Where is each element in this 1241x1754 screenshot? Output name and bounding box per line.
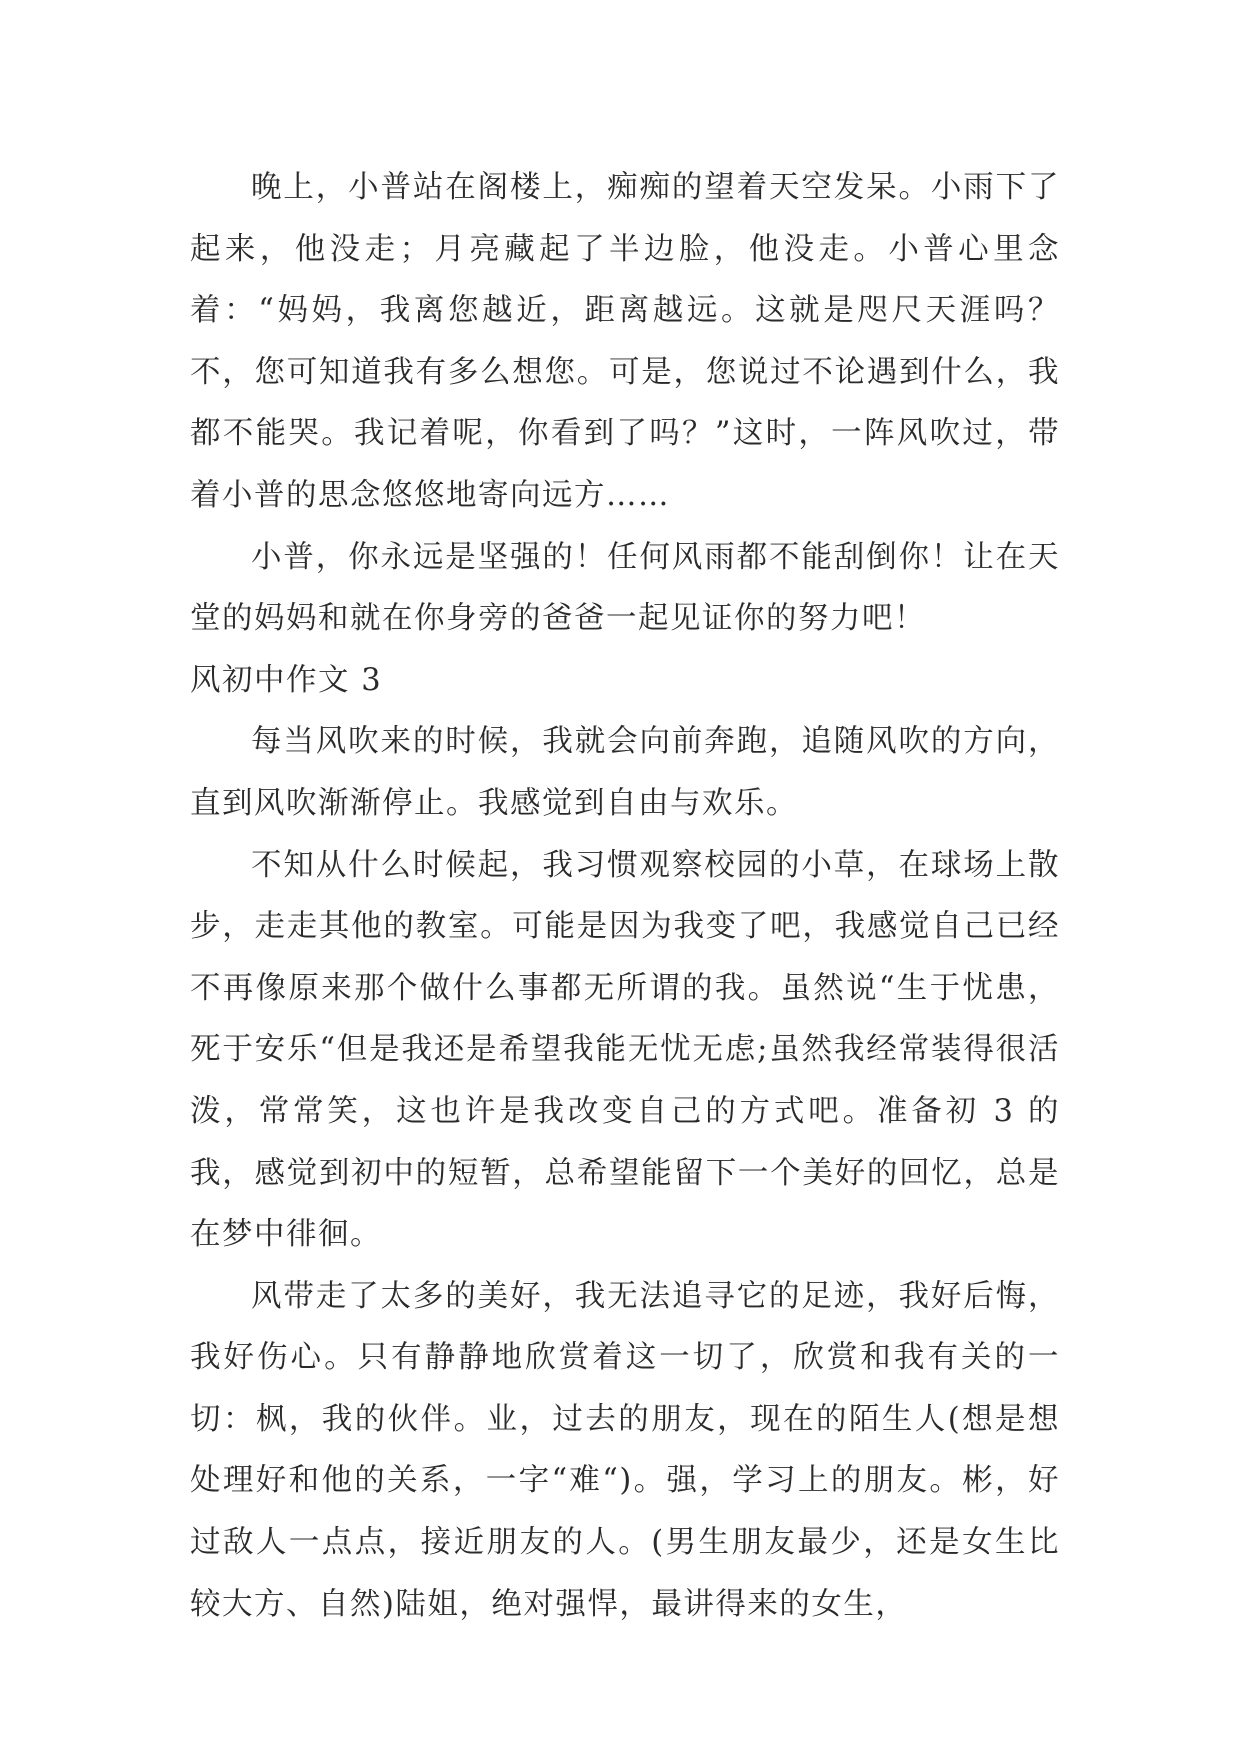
paragraph: 每当风吹来的时候，我就会向前奔跑，追随风吹的方向，直到风吹渐渐停止。我感觉到自由与欢乐。 [190,724,1060,821]
paragraph: 晚上，小普站在阁楼上，痴痴的望着天空发呆。小雨下了起来，他没走；月亮藏起了半边脸，他没走。小普心里念着：“妈妈，我离您越近，距离越远。这就是咫尺天涯吗？不，您可知道我有多么想您。可是，您说过不论遇到什么，我都不能哭。我记着呢，你看到了吗？”这时，一阵风吹过，带着小普的思念悠悠地寄向远方…… [190,170,1060,513]
paragraph: 小普，你永远是坚强的！任何风雨都不能刮倒你！让在天堂的妈妈和就在你身旁的爸爸一起见证你的努力吧！ [190,539,1060,637]
section-heading: 风初中作文 3 [190,662,383,698]
document-body [190,157,1060,1635]
paragraph: 不知从什么时候起，我习惯观察校园的小草，在球场上散步，走走其他的教室。可能是因为我变了吧，我感觉自己已经不再像原来那个做什么事都无所谓的我。虽然说“生于忧患，死于安乐“但是我还是希望我能无忧无虑;虽然我经常装得很活泼，常常笑，这也许是我改变自己的方式吧。准备初 3 的我，感觉到初中的短暂，总希望能留下一个美好的回忆，总是在梦中徘徊。 [190,847,1060,1253]
paragraph: 风带走了太多的美好，我无法追寻它的足迹，我好后悔，我好伤心。只有静静地欣赏着这一切了，欣赏和我有关的一切：枫，我的伙伴。业，过去的朋友，现在的陌生人(想是想处理好和他的关系，一字“难“)。强，学习上的朋友。彬，好过敌人一点点，接近朋友的人。(男生朋友最少，还是女生比较大方、自然)陆姐，绝对强悍，最讲得来的女生， [190,1278,1060,1622]
